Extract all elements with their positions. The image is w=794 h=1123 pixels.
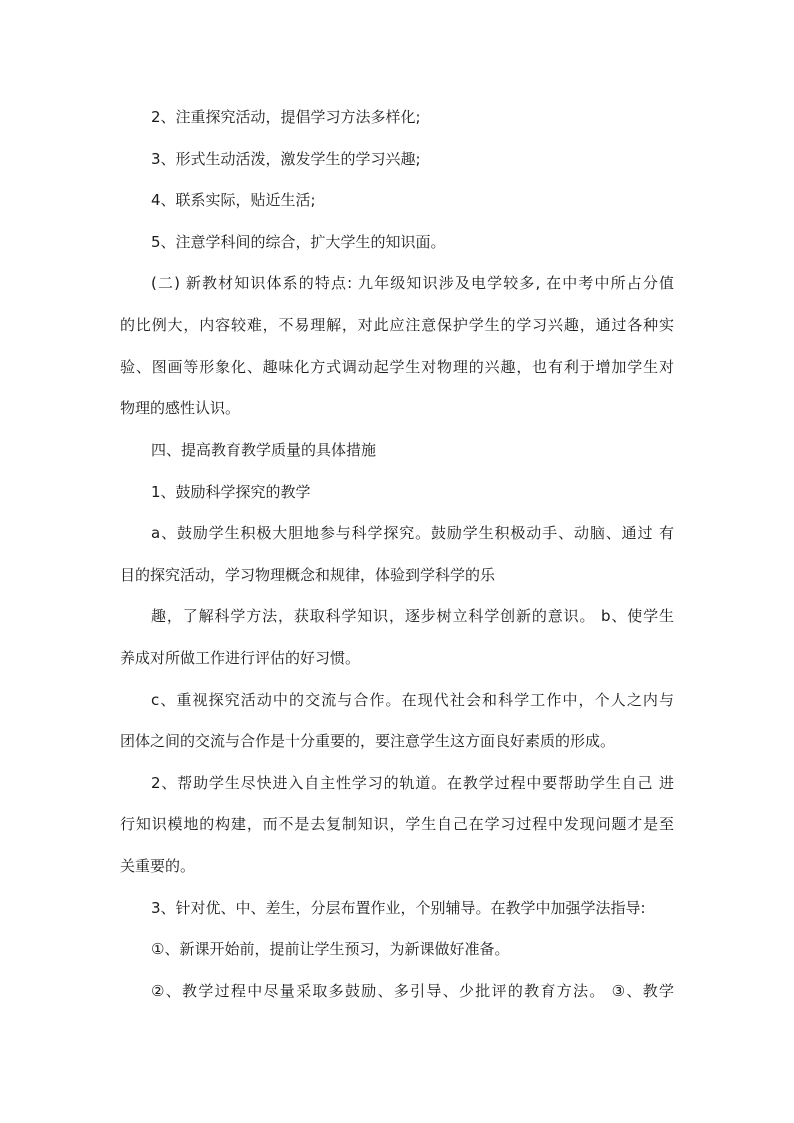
list-item-5: 5、注意学科间的综合，扩大学生的知识面。 [151, 233, 446, 251]
paragraph-line: 团体之间的交流与合作是十分重要的，要注意学生这方面良好素质的形成。 [120, 732, 616, 750]
list-item-2: 2、注重探究活动，提倡学习方法多样化; [151, 108, 421, 126]
paragraph-line: 目的探究活动，学习物理概念和规律，体验到学科学的乐 [120, 566, 496, 584]
list-item-4: 4、联系实际，贴近生活; [151, 191, 316, 209]
paragraph-line: (二) 新教材知识体系的特点: 九年级知识涉及电学较多, 在中考中所占分值 [151, 274, 674, 292]
paragraph-line: 行知识模地的构建，而不是去复制知识，学生自己在学习过程中发现问题才是至 [120, 815, 674, 833]
subsection-heading: 1、鼓励科学探究的教学 [151, 483, 311, 501]
paragraph-line: 养成对所做工作进行评估的好习惯。 [120, 649, 361, 667]
paragraph-line: a、鼓励学生积极大胆地参与科学探究。鼓励学生积极动手、动脑、通过 有 [151, 524, 674, 542]
paragraph-line: 3、针对优、中、差生，分层布置作业，个别辅导。在教学中加强学法指导: [151, 899, 646, 917]
paragraph-line: c、重视探究活动中的交流与合作。在现代社会和科学工作中，个人之内与 [151, 691, 674, 709]
paragraph-line: 的比例大，内容较难，不易理解，对此应注意保护学生的学习兴趣，通过各种实 [120, 316, 674, 334]
paragraph-line: 2、帮助学生尽快进入自主性学习的轨道。在教学过程中要帮助学生自己 进 [151, 774, 674, 792]
paragraph-line: 验、图画等形象化、趣味化方式调动起学生对物理的兴趣，也有利于增加学生对 [120, 358, 674, 376]
paragraph-line: 趣，了解科学方法，获取科学知识，逐步树立科学创新的意识。 b、使学生 [151, 607, 674, 625]
section-heading: 四、提高教育教学质量的具体措施 [151, 441, 377, 459]
list-item-circled-1: ①、新课开始前，提前让学生预习，为新课做好准备。 [151, 940, 510, 958]
paragraph-line: 物理的感性认识。 [120, 399, 241, 417]
list-item-3: 3、形式生动活泼，激发学生的学习兴趣; [151, 150, 421, 168]
paragraph-line: 关重要的。 [120, 857, 196, 875]
list-item-circled-2: ②、教学过程中尽量采取多鼓励、多引导、少批评的教育方法。 ③、教学 [151, 982, 674, 1000]
